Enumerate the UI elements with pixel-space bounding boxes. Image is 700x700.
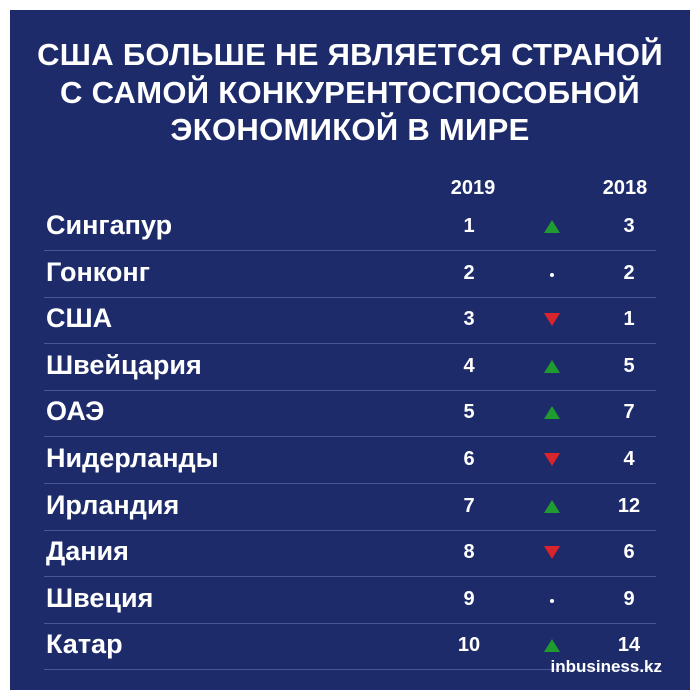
rank-2018: 3 [623, 215, 635, 237]
rank-2019: 6 [463, 448, 475, 470]
ranking-row [44, 297, 656, 344]
trend-same-icon [540, 587, 564, 611]
triangle-up-icon [544, 220, 560, 233]
triangle-up-icon [544, 360, 560, 373]
ranking-row [44, 251, 656, 298]
ranking-row [44, 577, 656, 624]
triangle-down-icon [544, 546, 560, 559]
triangle-down-icon [544, 313, 560, 326]
country-name: ОАЭ [46, 396, 105, 427]
rank-2019: 8 [463, 541, 475, 564]
country-name: Швеция [46, 582, 154, 613]
dot-icon [550, 273, 554, 277]
trend-up-icon [540, 354, 564, 378]
country-name: Сингапур [46, 210, 173, 240]
trend-up-icon [540, 633, 564, 657]
trend-down-icon [540, 307, 564, 331]
country-name: Швейцария [46, 349, 202, 380]
ranking-row [44, 437, 656, 484]
triangle-up-icon [544, 406, 560, 419]
ranking-row [44, 204, 656, 251]
rank-2019: 2 [463, 261, 475, 284]
country-name: Дания [46, 536, 129, 567]
ranking-row [44, 530, 656, 577]
country-name: Катар [46, 629, 123, 660]
rank-2018: 5 [623, 354, 635, 377]
rank-2019: 10 [457, 634, 481, 657]
rank-2018: 7 [623, 401, 635, 424]
ranking-row [44, 390, 656, 437]
triangle-up-icon [544, 500, 560, 513]
rank-2019: 4 [463, 354, 475, 377]
rank-2018: 4 [623, 448, 635, 470]
rank-2018: 6 [623, 541, 635, 564]
rank-2019: 5 [463, 401, 475, 424]
triangle-up-icon [544, 639, 560, 652]
trend-up-icon [540, 214, 564, 238]
rank-2018: 9 [623, 587, 635, 610]
rank-2018: 14 [617, 634, 641, 657]
trend-up-icon [540, 400, 564, 424]
ranking-table [10, 10, 690, 690]
rank-2019: 1 [463, 215, 475, 237]
column-header-2019: 2019 [450, 177, 496, 199]
country-name: США [46, 303, 113, 334]
rank-2018: 1 [623, 308, 635, 331]
country-name: Ирландия [46, 489, 180, 520]
ranking-row [44, 344, 656, 391]
rank-2019: 7 [463, 494, 475, 517]
title-line: США БОЛЬШЕ НЕ ЯВЛЯЕТСЯ СТРАНОЙ [37, 37, 663, 72]
country-name: Нидерланды [46, 443, 219, 473]
country-name: Гонконг [46, 256, 150, 287]
infographic-panel [10, 10, 690, 690]
rank-2018: 2 [623, 261, 635, 284]
rank-2019: 3 [463, 308, 475, 331]
dot-icon [550, 599, 554, 603]
trend-down-icon [540, 540, 564, 564]
triangle-down-icon [544, 453, 560, 466]
trend-same-icon [540, 261, 564, 285]
rank-2018: 12 [617, 494, 641, 517]
trend-down-icon [540, 447, 564, 471]
trend-up-icon [540, 494, 564, 518]
title-line: С САМОЙ КОНКУРЕНТОСПОСОБНОЙ [60, 74, 640, 110]
rank-2019: 9 [463, 587, 475, 610]
source-credit: inbusiness.kz [550, 657, 662, 676]
column-header-2018: 2018 [602, 177, 648, 199]
ranking-row [44, 484, 656, 531]
title-line: ЭКОНОМИКОЙ В МИРЕ [170, 112, 530, 147]
